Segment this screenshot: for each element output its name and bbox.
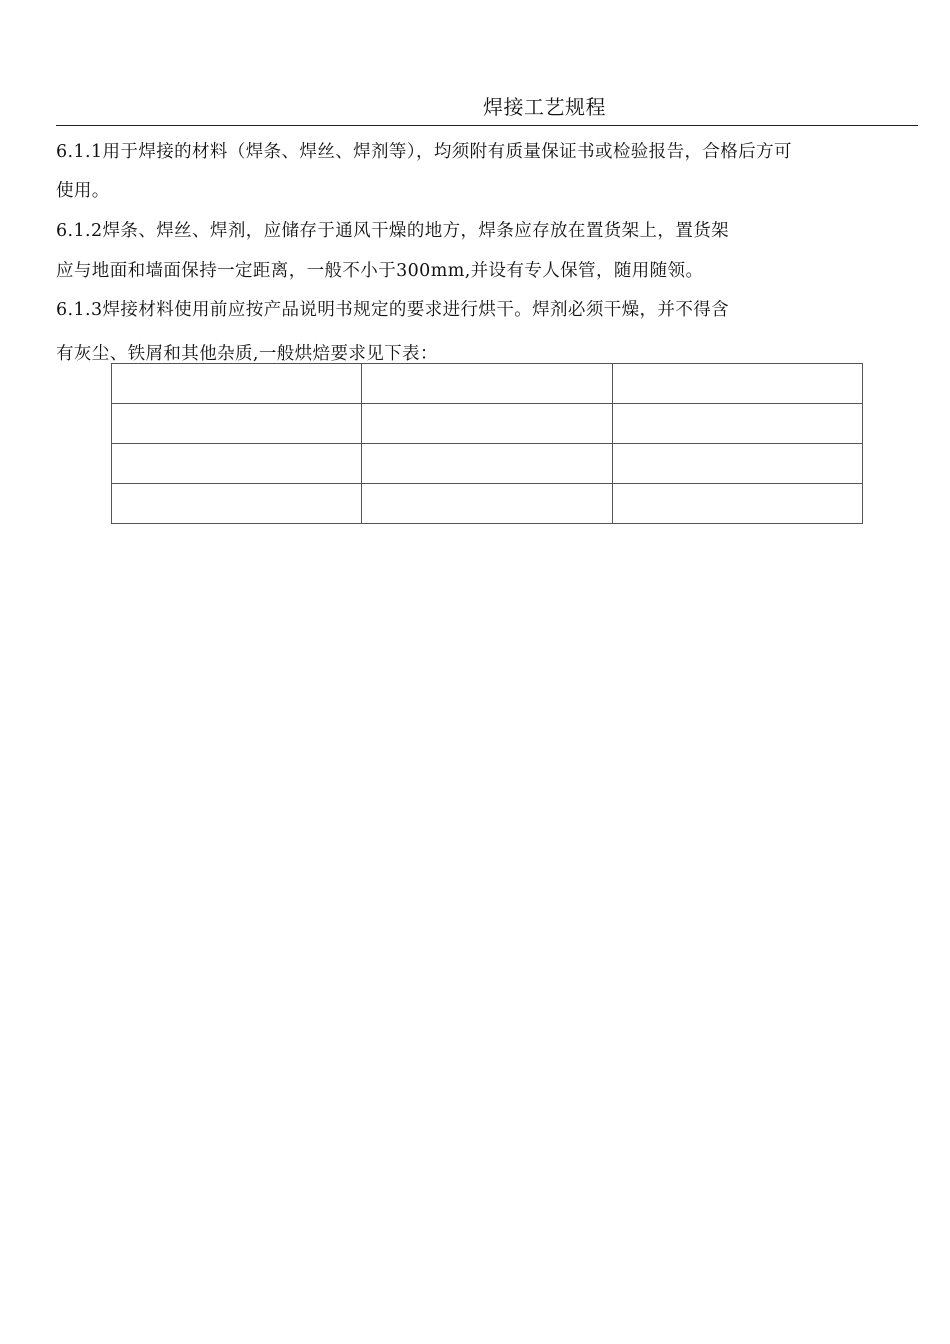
table-cell (112, 444, 362, 484)
table-cell (362, 444, 613, 484)
baking-requirements-table (111, 363, 863, 524)
table-cell (613, 444, 863, 484)
table-row (112, 404, 863, 444)
paragraph-line: 6.1.3焊接材料使用前应按产品说明书规定的要求进行烘干。焊剂必须干燥，并不得含 (56, 300, 730, 320)
table-cell (112, 404, 362, 444)
paragraph-line: 6.1.2焊条、焊丝、焊剂，应储存于通风干燥的地方，焊条应存放在置货架上，置货架 (56, 221, 730, 241)
table-cell (362, 484, 613, 524)
table-cell (362, 364, 613, 404)
paragraph-line: 应与地面和墙面保持一定距离，一般不小于300mm,并设有专人保管，随用随领。 (56, 261, 704, 281)
paragraph-line: 有灰尘、铁屑和其他杂质,一般烘焙要求见下表： (56, 344, 438, 364)
table-cell (613, 404, 863, 444)
table-row (112, 484, 863, 524)
table-cell (112, 364, 362, 404)
paragraph-line: 6.1.1用于焊接的材料（焊条、焊丝、焊剂等），均须附有质量保证书或检验报告，合格后方可 (56, 142, 792, 162)
table-row (112, 444, 863, 484)
table-cell (613, 364, 863, 404)
table-cell (362, 404, 613, 444)
header-divider (56, 125, 918, 126)
page-header-title: 焊接工艺规程 (483, 95, 606, 119)
table-cell (613, 484, 863, 524)
paragraph-line: 使用。 (56, 181, 110, 201)
table-cell (112, 484, 362, 524)
table-row (112, 364, 863, 404)
